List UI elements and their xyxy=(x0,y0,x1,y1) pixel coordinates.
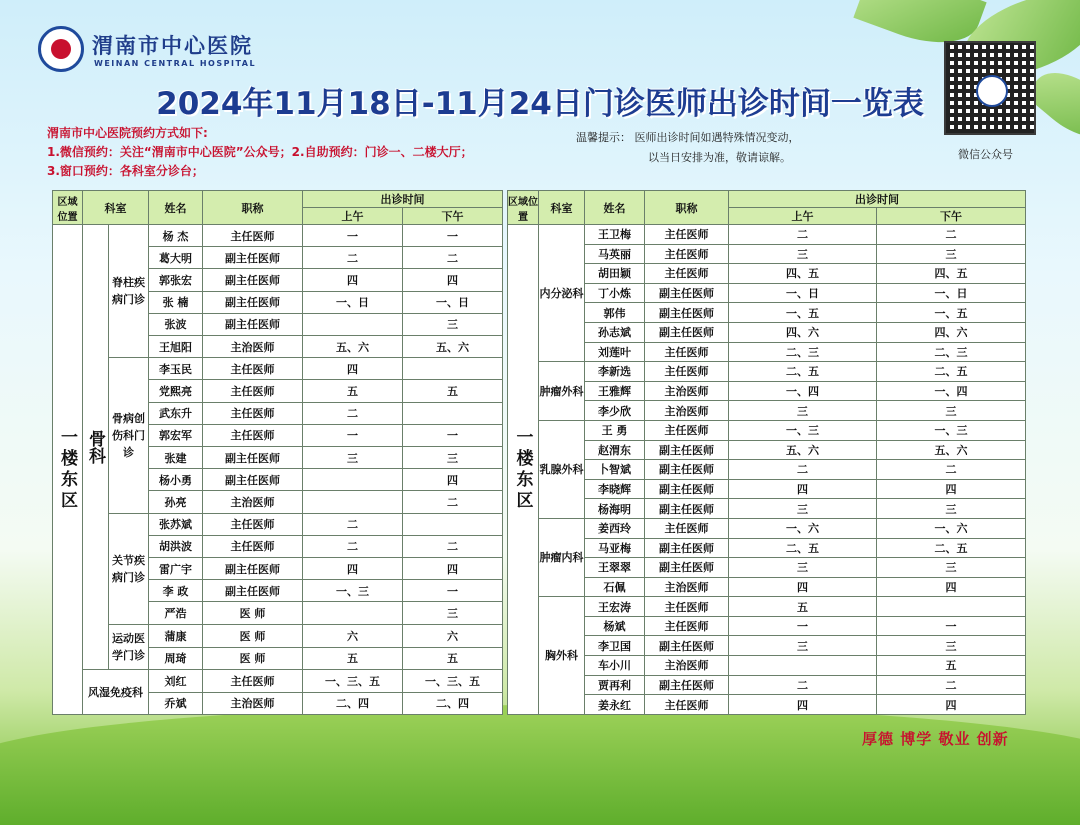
doctor-title: 医 师 xyxy=(203,624,303,647)
header-dept: 科室 xyxy=(539,191,585,225)
notice xyxy=(576,128,800,168)
doctor-name: 党熙亮 xyxy=(149,380,203,402)
table-row xyxy=(508,440,1026,460)
doctor-name: 孙亮 xyxy=(149,491,203,513)
subdept-cell: 骨病创伤科门诊 xyxy=(109,358,149,513)
schedule-am xyxy=(303,313,403,335)
schedule-pm: 二、三 xyxy=(877,342,1026,362)
hospital-name-en: WEINAN CENTRAL HOSPITAL xyxy=(94,59,257,68)
schedule-am: 二 xyxy=(729,225,877,245)
table-row xyxy=(508,616,1026,636)
table-row xyxy=(53,624,503,647)
doctor-name: 王卫梅 xyxy=(585,225,645,245)
doctor-name: 杨斌 xyxy=(585,616,645,636)
schedule-pm: 五、六 xyxy=(877,440,1026,460)
doctor-title: 副主任医师 xyxy=(645,460,729,480)
schedule-am: 二 xyxy=(303,402,403,424)
table-row xyxy=(508,264,1026,284)
schedule-am: 二、三 xyxy=(729,342,877,362)
booking-line-2: 3.窗口预约：各科室分诊台； xyxy=(47,164,204,178)
schedule-pm: 一 xyxy=(403,580,503,602)
doctor-name: 郭张宏 xyxy=(149,269,203,291)
doctor-title: 主任医师 xyxy=(645,244,729,264)
table-row xyxy=(508,518,1026,538)
table-row xyxy=(508,381,1026,401)
doctor-name: 张苏斌 xyxy=(149,513,203,535)
doctor-name: 乔斌 xyxy=(149,692,203,714)
subdept-cell: 胸外科 xyxy=(539,597,585,715)
region-cell: 一楼东区 xyxy=(53,225,83,715)
schedule-am: 一 xyxy=(303,424,403,446)
table-row xyxy=(53,670,503,692)
booking-line-1: 1.微信预约：关注“渭南市中心医院”公众号；2.自助预约：门诊一、二楼大厅； xyxy=(47,145,473,159)
header-region: 区域位置 xyxy=(508,191,539,225)
doctor-title: 副主任医师 xyxy=(645,322,729,342)
subdept-cell: 内分泌科 xyxy=(539,225,585,362)
doctor-name: 石佩 xyxy=(585,577,645,597)
schedule-pm: 一、日 xyxy=(403,291,503,313)
grass-decoration xyxy=(0,705,1080,825)
table-row xyxy=(508,558,1026,578)
schedule-pm: 二、四 xyxy=(403,692,503,714)
doctor-title: 主治医师 xyxy=(645,401,729,421)
schedule-pm: 四 xyxy=(403,469,503,491)
schedule-pm: 三 xyxy=(403,602,503,624)
schedule-pm: 四 xyxy=(877,577,1026,597)
header-dept: 科室 xyxy=(83,191,149,225)
doctor-name: 胡洪波 xyxy=(149,535,203,557)
doctor-name: 杨小勇 xyxy=(149,469,203,491)
schedule-am: 五 xyxy=(729,597,877,617)
schedule-am: 一、四 xyxy=(729,381,877,401)
schedule-am xyxy=(303,469,403,491)
schedule-pm: 一、日 xyxy=(877,283,1026,303)
subdept-cell: 肿瘤外科 xyxy=(539,362,585,421)
table-row xyxy=(53,225,503,247)
schedule-am: 四、五 xyxy=(729,264,877,284)
doctor-title: 主任医师 xyxy=(203,535,303,557)
schedule-am: 三 xyxy=(729,244,877,264)
schedule-pm: 四 xyxy=(877,479,1026,499)
schedule-pm: 四 xyxy=(403,558,503,580)
schedule-am: 一、日 xyxy=(729,283,877,303)
schedule-pm: 一、三 xyxy=(877,420,1026,440)
table-row xyxy=(508,675,1026,695)
header-pm: 下午 xyxy=(403,208,503,225)
schedule-am: 二 xyxy=(729,675,877,695)
doctor-name: 孙志斌 xyxy=(585,322,645,342)
doctor-title: 主任医师 xyxy=(645,342,729,362)
doctor-title: 主任医师 xyxy=(203,402,303,424)
doctor-name: 张建 xyxy=(149,447,203,469)
notice-line-1: 温馨提示： 医师出诊时间如遇特殊情况变动， xyxy=(576,131,800,144)
doctor-name: 王旭阳 xyxy=(149,336,203,358)
schedule-am: 二 xyxy=(303,513,403,535)
header-time: 出诊时间 xyxy=(303,191,503,208)
doctor-title: 医 师 xyxy=(203,602,303,624)
schedule-am: 四 xyxy=(303,558,403,580)
header-title: 职称 xyxy=(645,191,729,225)
schedule-pm: 一 xyxy=(877,616,1026,636)
doctor-title: 主任医师 xyxy=(203,380,303,402)
doctor-name: 马英丽 xyxy=(585,244,645,264)
doctor-name: 张波 xyxy=(149,313,203,335)
schedule-pm: 二、五 xyxy=(877,362,1026,382)
schedule-pm: 三 xyxy=(877,499,1026,519)
schedule-am: 一、五 xyxy=(729,303,877,323)
doctor-title: 主治医师 xyxy=(645,656,729,676)
schedule-am: 五 xyxy=(303,380,403,402)
doctor-title: 副主任医师 xyxy=(203,447,303,469)
qr-logo-icon xyxy=(976,75,1008,107)
header-title: 职称 xyxy=(203,191,303,225)
schedule-am: 一、日 xyxy=(303,291,403,313)
doctor-title: 主任医师 xyxy=(645,518,729,538)
doctor-name: 武东升 xyxy=(149,402,203,424)
schedule-pm: 三 xyxy=(403,313,503,335)
schedule-am: 一 xyxy=(729,616,877,636)
schedule-pm: 三 xyxy=(877,558,1026,578)
doctor-title: 主任医师 xyxy=(203,424,303,446)
doctor-title: 副主任医师 xyxy=(203,269,303,291)
table-row xyxy=(508,460,1026,480)
booking-info xyxy=(47,124,473,181)
schedule-am: 一、三、五 xyxy=(303,670,403,692)
doctor-name: 杨 杰 xyxy=(149,225,203,247)
booking-heading: 渭南市中心医院预约方式如下: xyxy=(47,126,208,140)
doctor-title: 主任医师 xyxy=(645,695,729,715)
table-row xyxy=(508,597,1026,617)
schedule-am: 一、六 xyxy=(729,518,877,538)
doctor-name: 李玉民 xyxy=(149,358,203,380)
doctor-title: 副主任医师 xyxy=(203,469,303,491)
page-title: 2024年11月18日-11月24日门诊医师出诊时间一览表 xyxy=(156,86,924,122)
schedule-table-left xyxy=(52,190,502,715)
doctor-name: 蒲康 xyxy=(149,624,203,647)
doctor-title: 副主任医师 xyxy=(203,580,303,602)
doctor-name: 王 勇 xyxy=(585,420,645,440)
doctor-name: 郭伟 xyxy=(585,303,645,323)
schedule-pm: 二 xyxy=(403,535,503,557)
doctor-title: 主任医师 xyxy=(203,513,303,535)
schedule-pm: 五、六 xyxy=(403,336,503,358)
schedule-pm: 二 xyxy=(403,247,503,269)
table-row xyxy=(508,362,1026,382)
doctor-title: 副主任医师 xyxy=(645,636,729,656)
doctor-name: 赵渭东 xyxy=(585,440,645,460)
motto: 厚德 博学 敬业 创新 xyxy=(862,730,1009,748)
schedule-am: 二 xyxy=(729,460,877,480)
region-cell: 一楼东区 xyxy=(508,225,539,715)
qr-label: 微信公众号 xyxy=(958,148,1013,161)
schedule-pm: 一、六 xyxy=(877,518,1026,538)
doctor-title: 主治医师 xyxy=(203,491,303,513)
schedule-pm: 一、三、五 xyxy=(403,670,503,692)
table-row xyxy=(508,322,1026,342)
doctor-title: 副主任医师 xyxy=(203,313,303,335)
header-time: 出诊时间 xyxy=(729,191,1026,208)
doctor-title: 副主任医师 xyxy=(203,291,303,313)
doctor-title: 副主任医师 xyxy=(645,675,729,695)
doctor-name: 严浩 xyxy=(149,602,203,624)
schedule-am xyxy=(303,602,403,624)
schedule-am: 三 xyxy=(303,447,403,469)
doctor-title: 医 师 xyxy=(203,647,303,670)
table-row xyxy=(508,479,1026,499)
doctor-title: 主任医师 xyxy=(645,225,729,245)
schedule-am: 一 xyxy=(303,225,403,247)
subdept-cell: 肿瘤内科 xyxy=(539,518,585,596)
doctor-name: 王雅辉 xyxy=(585,381,645,401)
schedule-am: 二 xyxy=(303,247,403,269)
table-row xyxy=(508,303,1026,323)
hospital-name: 渭南市中心医院 xyxy=(92,33,253,58)
header-name: 姓名 xyxy=(585,191,645,225)
header-am: 上午 xyxy=(729,208,877,225)
table-row xyxy=(508,225,1026,245)
schedule-pm: 一 xyxy=(403,424,503,446)
schedule-am: 四、六 xyxy=(729,322,877,342)
table-row xyxy=(508,538,1026,558)
table-row xyxy=(508,636,1026,656)
qr-code xyxy=(944,41,1036,135)
doctor-name: 王翠翠 xyxy=(585,558,645,578)
header-region: 区域位置 xyxy=(53,191,83,225)
schedule-pm: 一 xyxy=(403,225,503,247)
schedule-pm: 四、五 xyxy=(877,264,1026,284)
doctor-title: 副主任医师 xyxy=(645,479,729,499)
schedule-am: 三 xyxy=(729,499,877,519)
doctor-title: 主任医师 xyxy=(645,264,729,284)
table-row xyxy=(53,513,503,535)
doctor-title: 主治医师 xyxy=(203,336,303,358)
schedule-pm: 六 xyxy=(403,624,503,647)
schedule-am xyxy=(303,491,403,513)
schedule-am: 四 xyxy=(729,695,877,715)
schedule-am: 四 xyxy=(729,577,877,597)
doctor-title: 主治医师 xyxy=(203,692,303,714)
doctor-name: 贾再利 xyxy=(585,675,645,695)
table-row xyxy=(508,283,1026,303)
doctor-title: 主治医师 xyxy=(645,381,729,401)
schedule-pm xyxy=(403,358,503,380)
schedule-pm: 五 xyxy=(877,656,1026,676)
schedule-table-right xyxy=(507,190,1025,715)
doctor-name: 杨海明 xyxy=(585,499,645,519)
doctor-title: 副主任医师 xyxy=(645,538,729,558)
schedule-pm: 二 xyxy=(877,460,1026,480)
schedule-pm: 一、五 xyxy=(877,303,1026,323)
doctor-name: 李 政 xyxy=(149,580,203,602)
schedule-am: 四 xyxy=(303,269,403,291)
doctor-name: 葛大明 xyxy=(149,247,203,269)
notice-line-2: 以当日安排为准，敬请谅解。 xyxy=(648,151,791,164)
schedule-am xyxy=(729,656,877,676)
schedule-am: 五、六 xyxy=(303,336,403,358)
dept-cell: 骨科 xyxy=(83,225,109,670)
doctor-name: 姜永红 xyxy=(585,695,645,715)
schedule-pm: 二、五 xyxy=(877,538,1026,558)
doctor-title: 副主任医师 xyxy=(645,303,729,323)
doctor-title: 副主任医师 xyxy=(203,558,303,580)
schedule-am: 三 xyxy=(729,401,877,421)
doctor-title: 副主任医师 xyxy=(645,499,729,519)
schedule-am: 五 xyxy=(303,647,403,670)
doctor-name: 胡田颖 xyxy=(585,264,645,284)
schedule-am: 一、三 xyxy=(303,580,403,602)
schedule-am: 三 xyxy=(729,636,877,656)
doctor-name: 周琦 xyxy=(149,647,203,670)
doctor-name: 王宏涛 xyxy=(585,597,645,617)
schedule-pm: 三 xyxy=(877,636,1026,656)
doctor-name: 李新选 xyxy=(585,362,645,382)
table-row xyxy=(508,420,1026,440)
table-row xyxy=(508,342,1026,362)
doctor-name: 李晓辉 xyxy=(585,479,645,499)
doctor-title: 副主任医师 xyxy=(645,440,729,460)
schedule-am: 二、五 xyxy=(729,538,877,558)
doctor-name: 李卫国 xyxy=(585,636,645,656)
doctor-title: 主任医师 xyxy=(203,670,303,692)
doctor-name: 雷广宇 xyxy=(149,558,203,580)
doctor-title: 主任医师 xyxy=(645,597,729,617)
doctor-name: 刘红 xyxy=(149,670,203,692)
schedule-am: 三 xyxy=(729,558,877,578)
schedule-pm: 五 xyxy=(403,647,503,670)
doctor-title: 副主任医师 xyxy=(645,283,729,303)
doctor-title: 副主任医师 xyxy=(203,247,303,269)
doctor-name: 刘莲叶 xyxy=(585,342,645,362)
schedule-pm: 二 xyxy=(877,675,1026,695)
doctor-name: 郭宏军 xyxy=(149,424,203,446)
schedule-am: 四 xyxy=(729,479,877,499)
schedule-pm xyxy=(403,513,503,535)
doctor-name: 卜智斌 xyxy=(585,460,645,480)
table-row xyxy=(508,656,1026,676)
table-row xyxy=(508,577,1026,597)
schedule-pm: 四、六 xyxy=(877,322,1026,342)
schedule-pm: 四 xyxy=(403,269,503,291)
schedule-pm: 二 xyxy=(403,491,503,513)
subdept-cell: 关节疾病门诊 xyxy=(109,513,149,624)
doctor-name: 姜西玲 xyxy=(585,518,645,538)
subdept-cell: 乳腺外科 xyxy=(539,420,585,518)
schedule-am: 五、六 xyxy=(729,440,877,460)
schedule-am: 一、三 xyxy=(729,420,877,440)
header-name: 姓名 xyxy=(149,191,203,225)
subdept-cell: 风湿免疫科 xyxy=(83,670,149,715)
header-am: 上午 xyxy=(303,208,403,225)
header-pm: 下午 xyxy=(877,208,1026,225)
schedule-am: 四 xyxy=(303,358,403,380)
doctor-name: 马亚梅 xyxy=(585,538,645,558)
schedule-pm: 三 xyxy=(877,244,1026,264)
table-row xyxy=(508,695,1026,715)
table-row xyxy=(508,244,1026,264)
schedule-pm: 三 xyxy=(403,447,503,469)
schedule-pm: 二 xyxy=(877,225,1026,245)
schedule-pm: 四 xyxy=(877,695,1026,715)
subdept-cell: 脊柱疾病门诊 xyxy=(109,225,149,358)
table-row xyxy=(53,358,503,380)
schedule-pm: 一、四 xyxy=(877,381,1026,401)
doctor-title: 主任医师 xyxy=(203,358,303,380)
doctor-title: 副主任医师 xyxy=(645,558,729,578)
table-row xyxy=(508,401,1026,421)
doctor-name: 丁小炼 xyxy=(585,283,645,303)
schedule-pm: 三 xyxy=(877,401,1026,421)
schedule-am: 六 xyxy=(303,624,403,647)
doctor-title: 主任医师 xyxy=(645,362,729,382)
schedule-pm xyxy=(877,597,1026,617)
doctor-name: 李少欣 xyxy=(585,401,645,421)
doctor-name: 车小川 xyxy=(585,656,645,676)
doctor-title: 主任医师 xyxy=(645,420,729,440)
schedule-pm: 五 xyxy=(403,380,503,402)
schedule-am: 二 xyxy=(303,535,403,557)
subdept-cell: 运动医学门诊 xyxy=(109,624,149,670)
doctor-title: 主任医师 xyxy=(645,616,729,636)
schedule-am: 二、四 xyxy=(303,692,403,714)
hospital-logo xyxy=(38,26,84,72)
doctor-title: 主任医师 xyxy=(203,225,303,247)
schedule-pm xyxy=(403,402,503,424)
doctor-name: 张 楠 xyxy=(149,291,203,313)
doctor-title: 主治医师 xyxy=(645,577,729,597)
table-row xyxy=(508,499,1026,519)
schedule-am: 二、五 xyxy=(729,362,877,382)
